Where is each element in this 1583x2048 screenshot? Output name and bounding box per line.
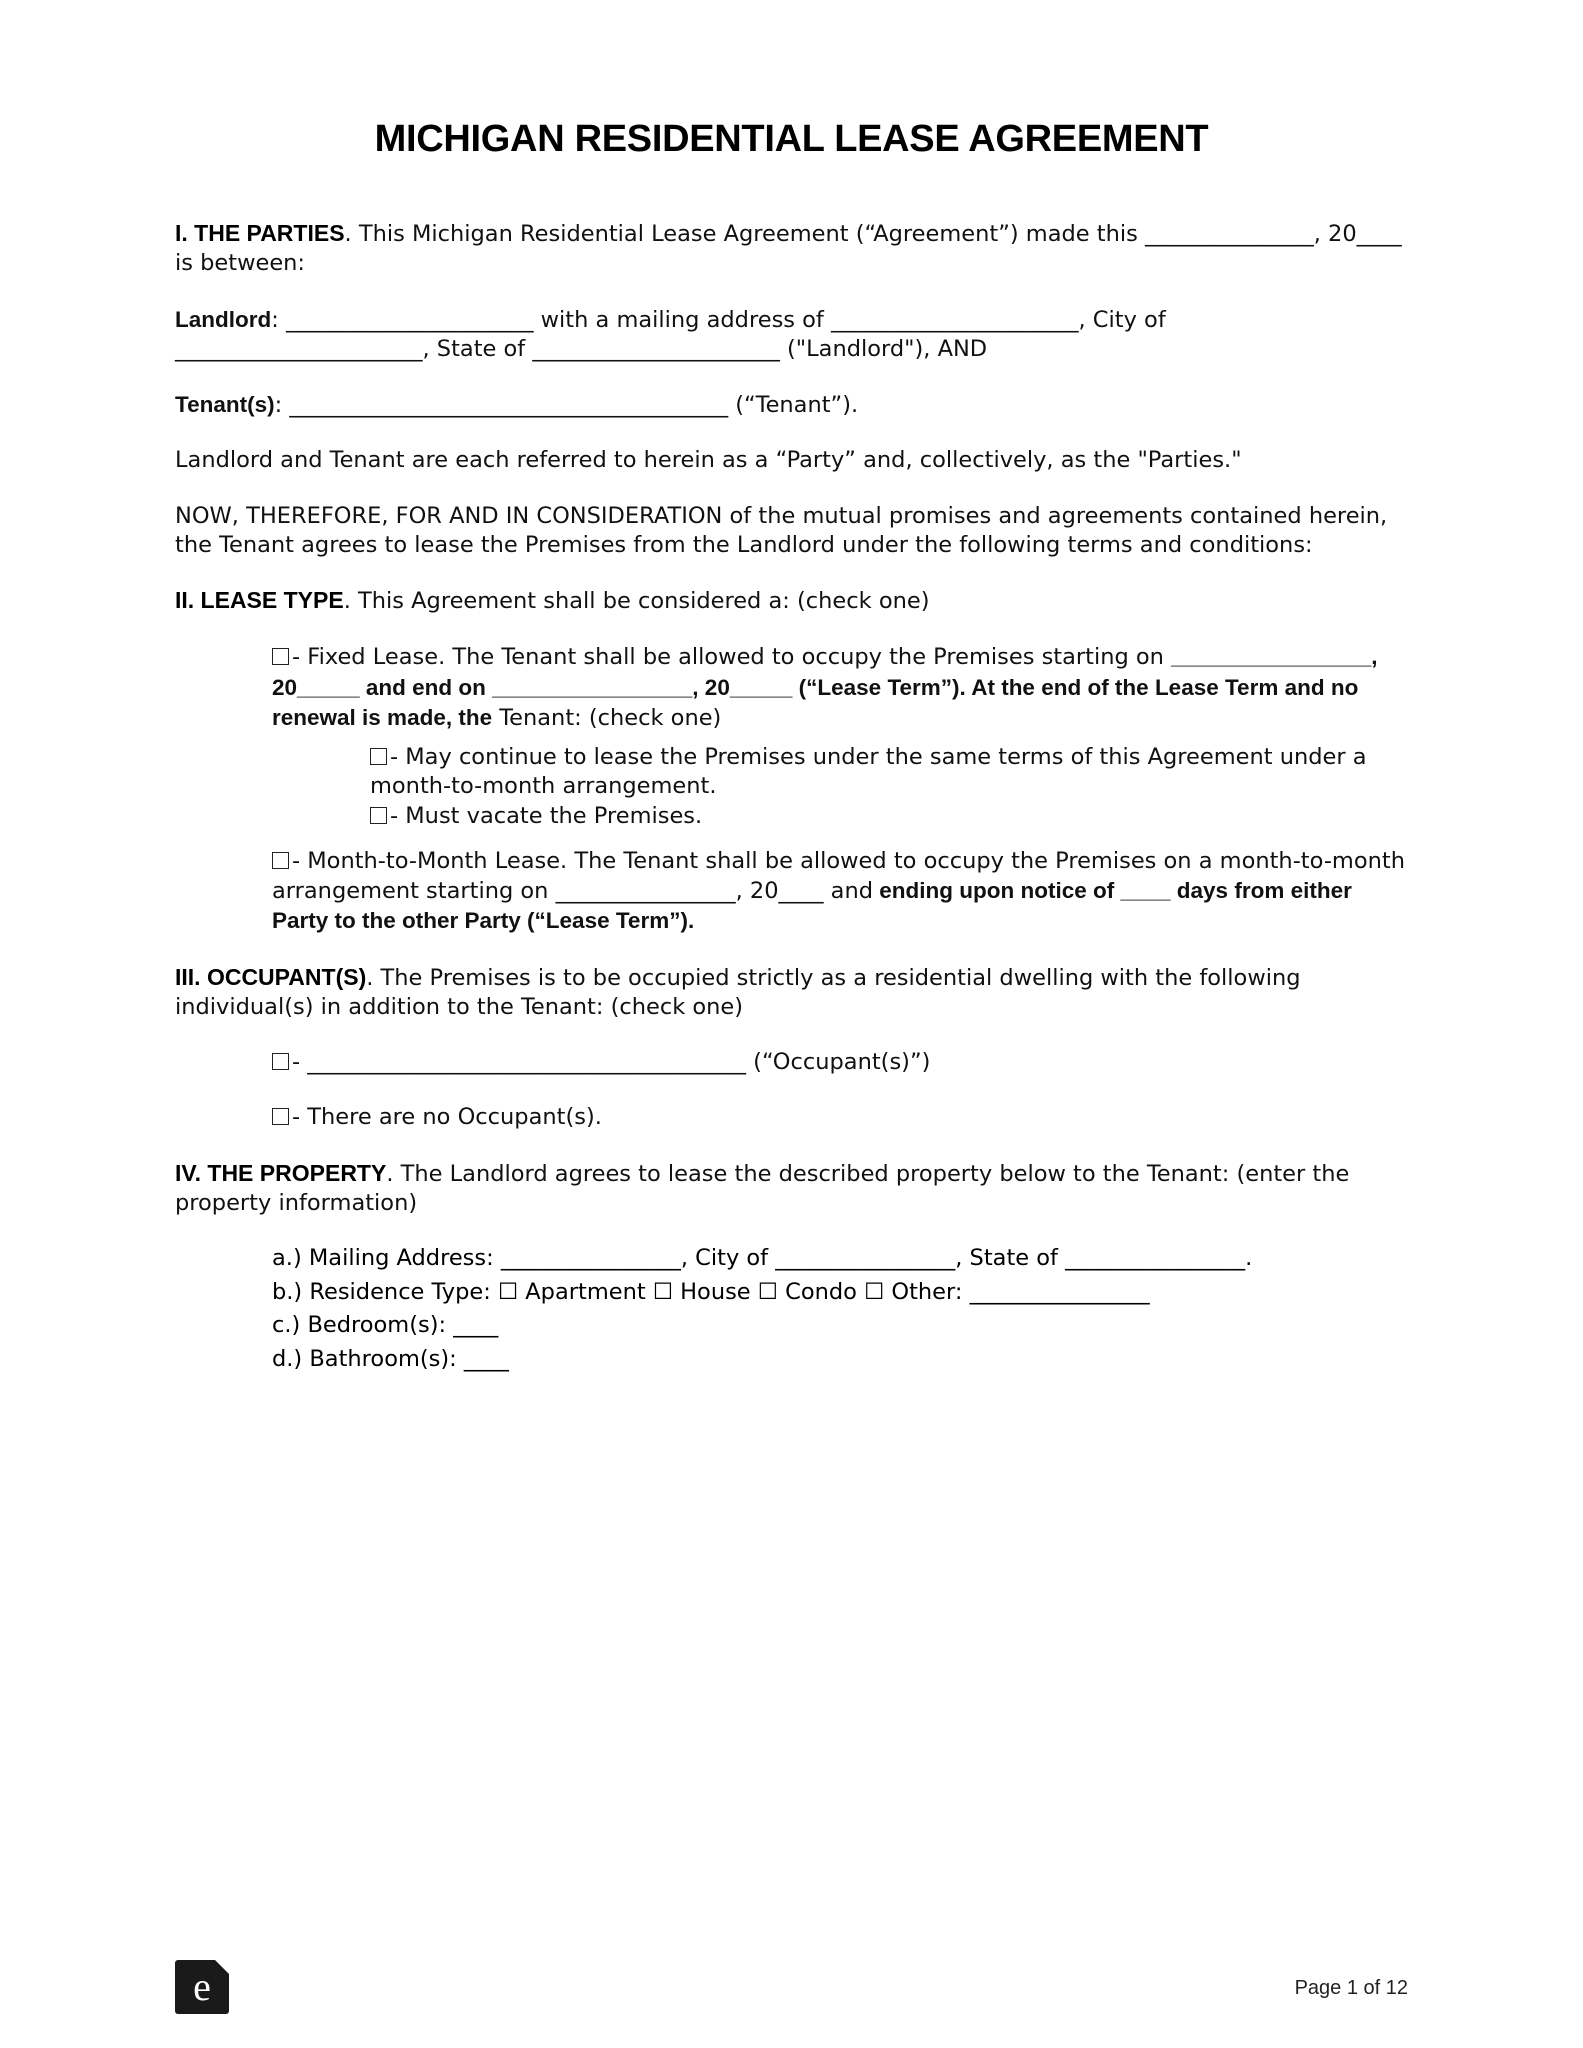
section-occupants-intro-text: . The Premises is to be occupied strictly as a residential dwelling with the following individual(s) in addition to the Tenant: (check one) (175, 964, 1301, 1020)
consideration-caps: NOW, THEREFORE, FOR AND IN CONSIDERATION (175, 502, 723, 529)
fixed-lease-suboption-vacate[interactable] (370, 802, 1408, 831)
occupants-option-none-text: - There are no Occupant(s). (292, 1104, 602, 1131)
section-heading-occupants: III. OCCUPANT(S) (175, 963, 367, 990)
eforms-logo (175, 1960, 229, 2014)
tenant-label: Tenant(s) (175, 392, 275, 417)
fixed-lease-text-3: Tenant: (check one) (492, 704, 722, 731)
section-property-intro-text: . The Landlord agrees to lease the described property below to the Tenant: (enter the property information) (175, 1160, 1350, 1216)
page-footer (0, 1928, 1583, 2048)
section-parties-intro-text: . This Michigan Residential Lease Agreement (“Agreement”) made this _______________, 20____ is between: (175, 221, 1402, 277)
parties-definition-b: collectively, as the "Parties." (919, 447, 1242, 474)
property-item-residence-type[interactable]: b.) Residence Type: ☐ Apartment ☐ House ☐ Condo ☐ Other: ________________ (272, 1278, 1150, 1305)
fixed-lease-suboption-continue[interactable] (370, 743, 1408, 802)
checkbox-icon-occupants-list[interactable] (272, 1053, 289, 1070)
property-item-mailing-address: a.) Mailing Address: ________________, City of ________________, State of ________________. (272, 1245, 1253, 1271)
fixed-lease-text-2: ________________, 20_____ and end on ________________, 20_____ (“Lease Term”). At the end of the Lease Term and no renewal is made, the (272, 644, 1378, 730)
logo-corner-fold (215, 1960, 229, 1974)
section-lease-type-intro (175, 586, 1408, 616)
landlord-fields: : ______________________ with a mailing address of ______________________, City of ______________________, State of ______________________ ("Landlord"), AND (175, 306, 1166, 362)
property-item-bathrooms: d.) Bathroom(s): ____ (272, 1346, 509, 1373)
fixed-lease-suboption-vacate-text: - Must vacate the Premises. (390, 802, 703, 829)
section-parties-intro (175, 219, 1408, 279)
parties-definition-a: Landlord and Tenant are each referred to herein as a “Party” and, (175, 447, 913, 474)
checkbox-icon-fixed-lease[interactable] (272, 648, 289, 665)
fixed-lease-option[interactable] (272, 642, 1408, 733)
consideration-paragraph (175, 502, 1408, 561)
occupants-option-list[interactable] (272, 1048, 1408, 1077)
checkbox-icon-must-vacate[interactable] (370, 807, 387, 824)
month-to-month-option[interactable] (272, 847, 1408, 937)
property-item-bedrooms: c.) Bedroom(s): ____ (272, 1312, 499, 1339)
section-occupants-intro (175, 963, 1408, 1023)
section-heading-parties: I. THE PARTIES (175, 220, 345, 246)
section-heading-property: IV. THE PROPERTY (175, 1159, 387, 1186)
landlord-label: Landlord (175, 306, 272, 332)
checkbox-icon-no-occupants[interactable] (272, 1108, 289, 1125)
month-to-month-text-1: - Month-to-Month Lease. The Tenant shall be allowed to occupy the Premises on a month-to-month arrangement starting on ________________, 20____ and (272, 847, 1405, 904)
fixed-lease-suboption-continue-text: - May continue to lease the Premises under the same terms of this Agreement under a month-to-month arrangement. (370, 744, 1367, 800)
checkbox-icon-continue-month-to-month[interactable] (370, 748, 387, 765)
occupants-option-none[interactable] (272, 1103, 1408, 1132)
fixed-lease-text-1: - Fixed Lease. The Tenant shall be allowed to occupy the Premises starting on (292, 644, 1172, 671)
section-lease-type-intro-text: . This Agreement shall be considered a: (check one) (343, 588, 930, 614)
consideration-rest: of the mutual promises and agreements contained herein, the Tenant agrees to lease the Premises from the Landlord under the following terms and conditions: (175, 502, 1388, 558)
tenant-fields: : _______________________________________ (“Tenant”). (274, 392, 859, 418)
occupants-option-list-text: - _______________________________________ (“Occupant(s)”) (292, 1049, 931, 1075)
page-number: Page 1 of 12 (1294, 1977, 1408, 1999)
checkbox-icon-month-to-month-lease[interactable] (272, 852, 289, 869)
logo-letter: e (193, 1964, 211, 2009)
page-title: MICHIGAN RESIDENTIAL LEASE AGREEMENT (374, 118, 1209, 160)
landlord-block (175, 305, 1408, 365)
month-to-month-text-2: ending upon notice of ____ days from either Party to the other Party (“Lease Term”). (272, 878, 1352, 934)
section-heading-lease-type: II. LEASE TYPE (175, 587, 344, 613)
section-property-intro (175, 1159, 1408, 1219)
parties-definition (175, 446, 1408, 475)
tenant-block (175, 390, 1408, 420)
